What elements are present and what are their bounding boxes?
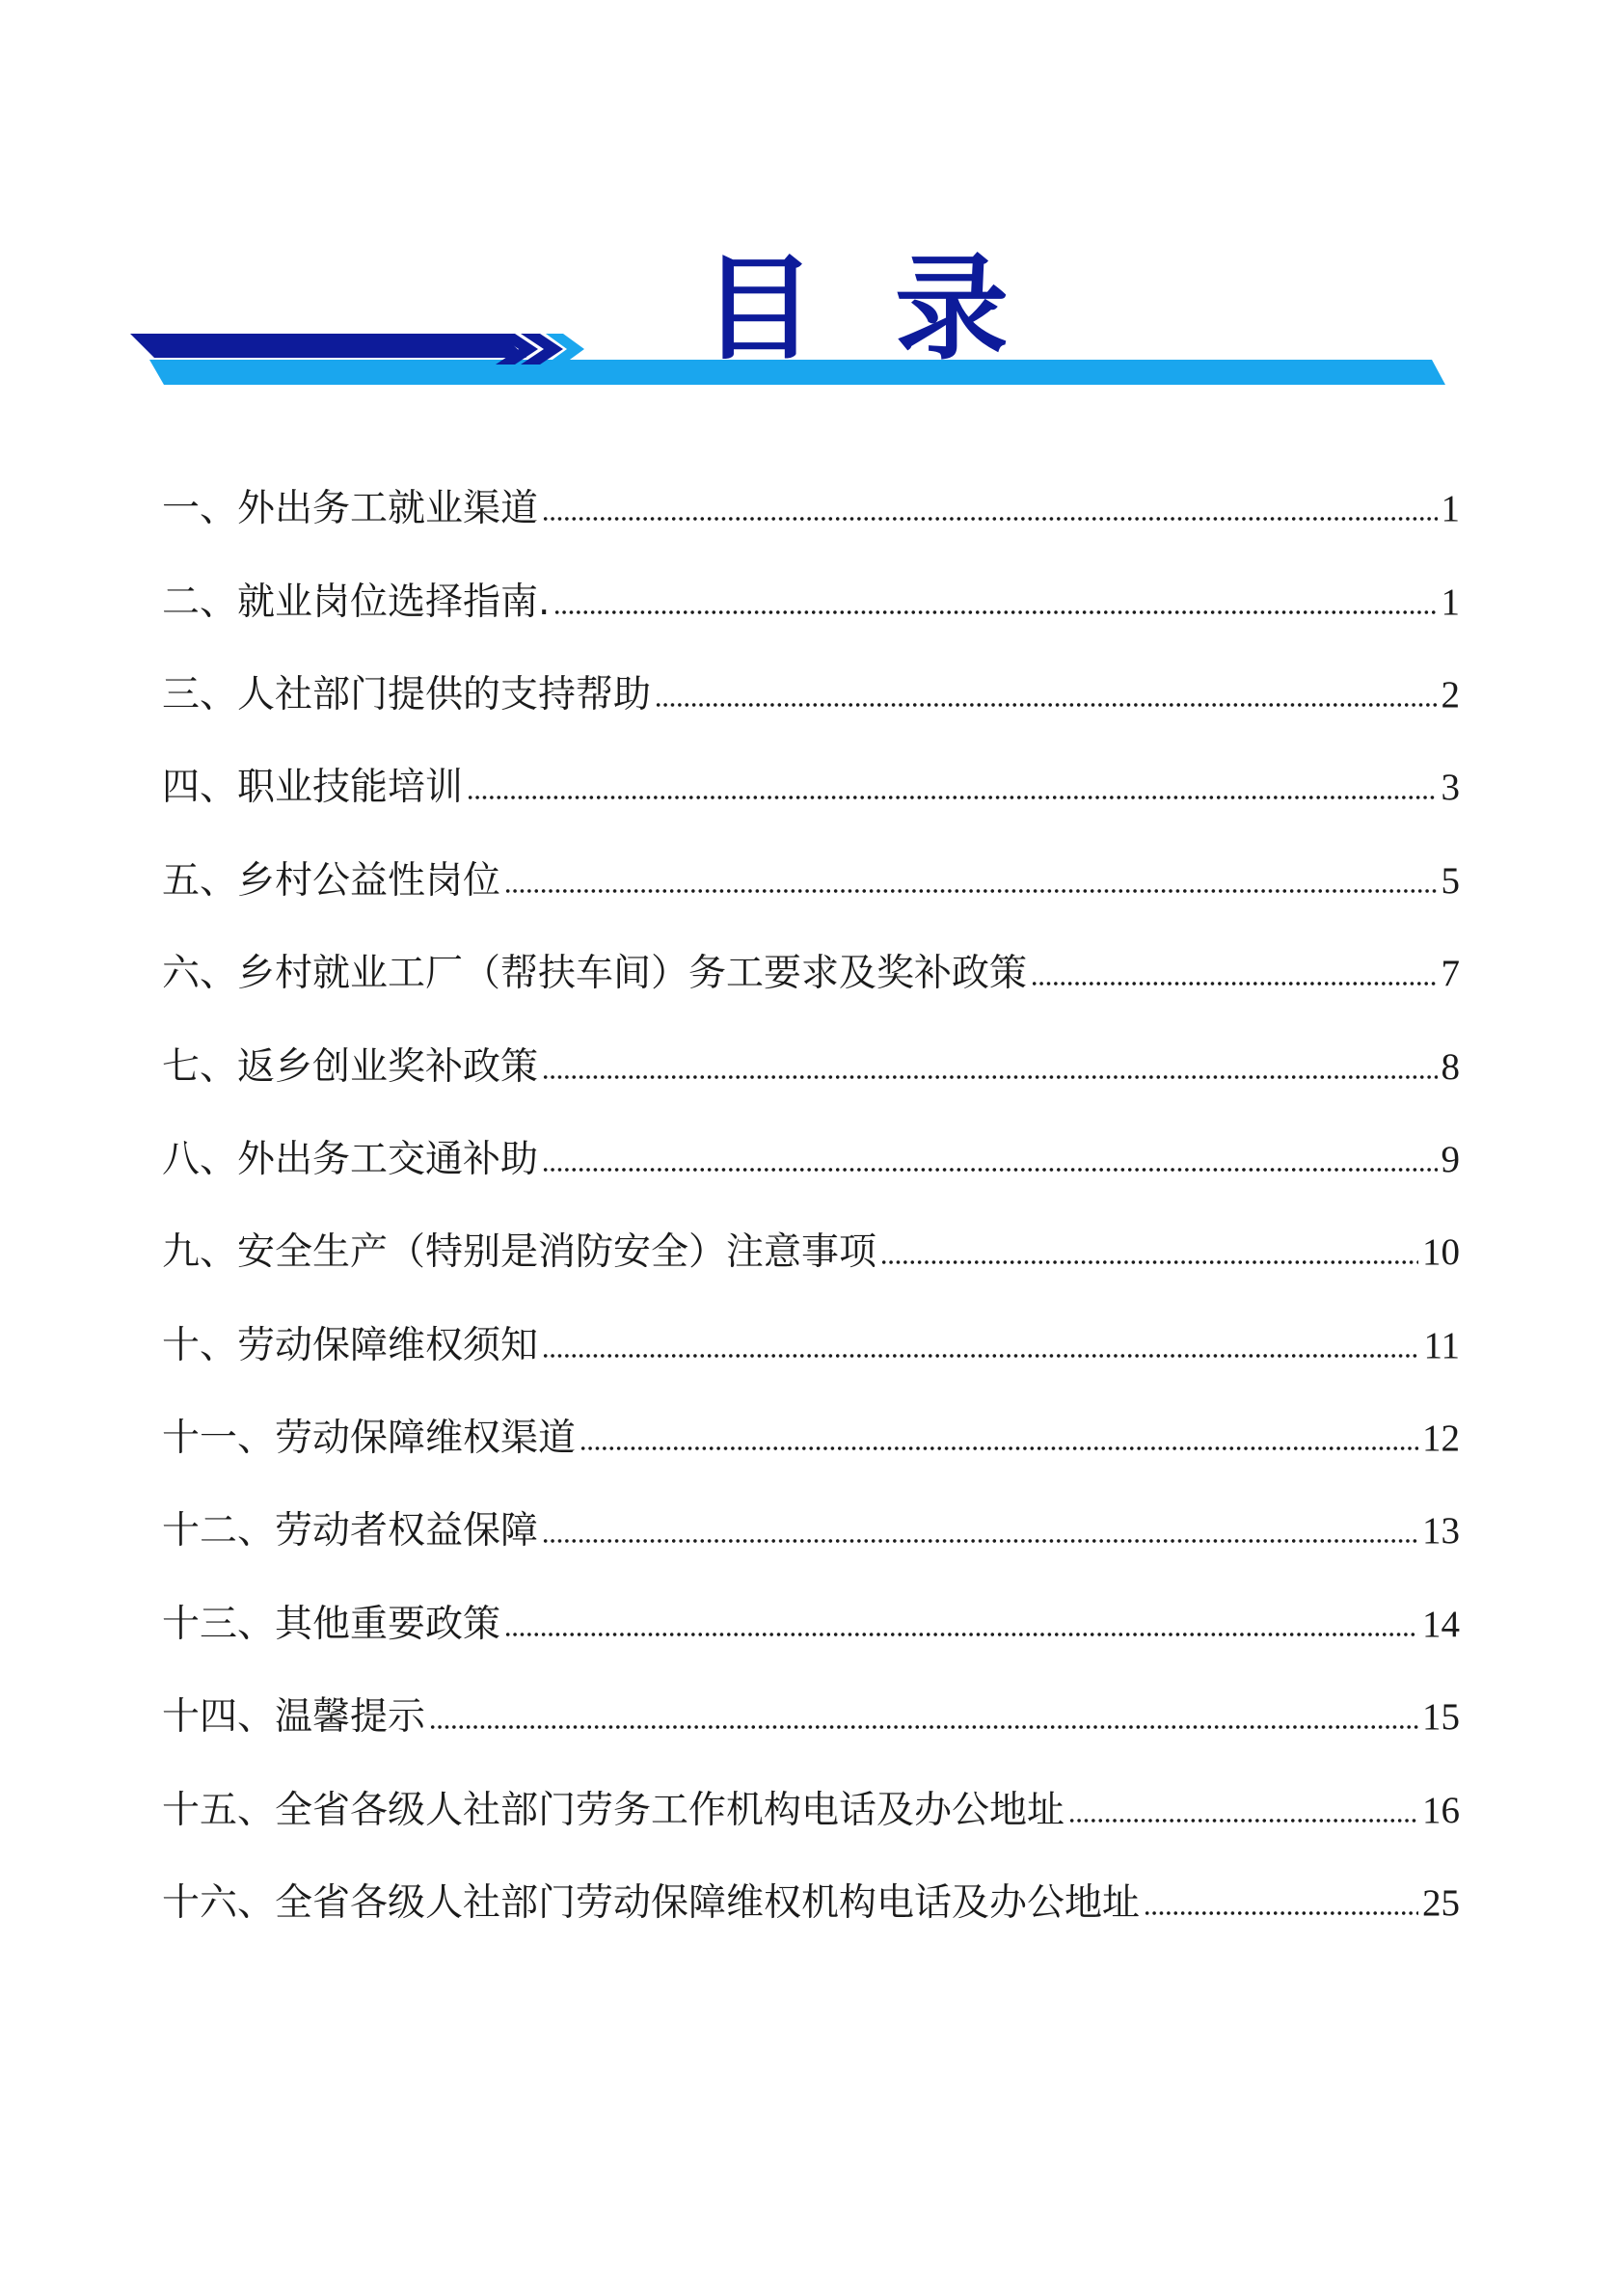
toc-dot-leader xyxy=(1031,978,1437,989)
toc-entry-page: 2 xyxy=(1441,673,1460,716)
toc-entry-page: 25 xyxy=(1422,1882,1460,1925)
toc-dot-leader xyxy=(1068,1815,1418,1826)
toc-entry[interactable] xyxy=(162,1020,1460,1113)
toc-dot-leader xyxy=(655,699,1437,711)
toc-entry[interactable] xyxy=(162,1114,1460,1206)
toc-entry-label: 七、返乡创业奖补政策 xyxy=(162,1044,539,1089)
toc-dot-leader xyxy=(542,1535,1418,1547)
toc-title xyxy=(0,231,1617,386)
toc-entry-label: 十四、温馨提示 xyxy=(162,1695,426,1740)
title-char-mu: 目 xyxy=(702,242,817,375)
toc-dot-leader xyxy=(542,513,1437,525)
toc-entry-page: 11 xyxy=(1423,1324,1460,1366)
toc-entry-label: 六、乡村就业工厂（帮扶车间）务工要求及奖补政策 xyxy=(162,952,1028,996)
toc-dot-leader xyxy=(542,1350,1419,1362)
toc-entry-page: 15 xyxy=(1422,1696,1460,1739)
toc-entry-page: 10 xyxy=(1422,1231,1460,1274)
toc-dot-leader xyxy=(429,1721,1418,1733)
toc-entry-label: 五、乡村公益性岗位 xyxy=(162,858,501,903)
toc-dot-leader xyxy=(542,1164,1437,1175)
toc-dot-leader xyxy=(880,1256,1418,1268)
toc-entry-label: 一、外出务工就业渠道 xyxy=(162,487,539,531)
toc-entry-page: 16 xyxy=(1422,1789,1460,1831)
toc-entry-label: 十一、劳动保障维权渠道 xyxy=(162,1417,577,1461)
toc-entry[interactable] xyxy=(162,835,1460,928)
toc-dot-leader xyxy=(542,1071,1437,1083)
toc-entry[interactable] xyxy=(162,1300,1460,1392)
toc-dot-leader xyxy=(504,885,1437,897)
toc-entry[interactable] xyxy=(162,1392,1460,1485)
toc-dot-leader xyxy=(467,792,1437,803)
toc-entry-label: 八、外出务工交通补助 xyxy=(162,1137,539,1181)
toc-entry[interactable] xyxy=(162,463,1460,555)
toc-dot-leader xyxy=(1144,1907,1418,1919)
toc-entry[interactable] xyxy=(162,1206,1460,1299)
toc-entry-label: 十五、全省各级人社部门劳务工作机构电话及办公地址 xyxy=(162,1788,1065,1832)
toc-dot-leader xyxy=(504,1629,1418,1640)
toc-entry-page: 13 xyxy=(1422,1510,1460,1553)
toc-entry-label: 十六、全省各级人社部门劳动保障维权机构电话及办公地址 xyxy=(162,1881,1141,1926)
toc-entry[interactable] xyxy=(162,1857,1460,1950)
toc-entry[interactable] xyxy=(162,555,1460,648)
toc-entry-page: 12 xyxy=(1422,1418,1460,1460)
toc-entry-label: 十三、其他重要政策 xyxy=(162,1602,501,1646)
title-char-lu: 录 xyxy=(895,242,1010,375)
table-of-contents xyxy=(162,463,1460,1950)
toc-entry-label: 九、安全生产（特别是消防安全）注意事项 xyxy=(162,1230,877,1275)
toc-entry-page: 1 xyxy=(1441,488,1460,530)
toc-entry-page: 8 xyxy=(1441,1045,1460,1088)
toc-entry-page: 9 xyxy=(1441,1138,1460,1180)
toc-entry-page: 5 xyxy=(1441,859,1460,902)
toc-entry-page: 1 xyxy=(1441,581,1460,623)
toc-entry[interactable] xyxy=(162,1579,1460,1671)
toc-entry-label: 二、就业岗位选择指南. xyxy=(162,580,551,624)
toc-entry-label: 四、职业技能培训 xyxy=(162,766,464,810)
toc-entry-page: 7 xyxy=(1441,953,1460,995)
toc-entry[interactable] xyxy=(162,1671,1460,1764)
toc-dot-leader xyxy=(553,607,1437,618)
toc-entry-label: 十二、劳动者权益保障 xyxy=(162,1509,539,1553)
toc-entry[interactable] xyxy=(162,1764,1460,1856)
toc-entry-label: 三、人社部门提供的支持帮助 xyxy=(162,672,652,716)
toc-entry-page: 3 xyxy=(1441,767,1460,809)
toc-dot-leader xyxy=(579,1443,1418,1454)
toc-entry[interactable] xyxy=(162,928,1460,1020)
toc-entry-page: 14 xyxy=(1422,1603,1460,1645)
toc-entry-label: 十、劳动保障维权须知 xyxy=(162,1323,539,1367)
toc-entry[interactable] xyxy=(162,742,1460,834)
toc-entry[interactable] xyxy=(162,1485,1460,1578)
toc-entry[interactable] xyxy=(162,649,1460,742)
